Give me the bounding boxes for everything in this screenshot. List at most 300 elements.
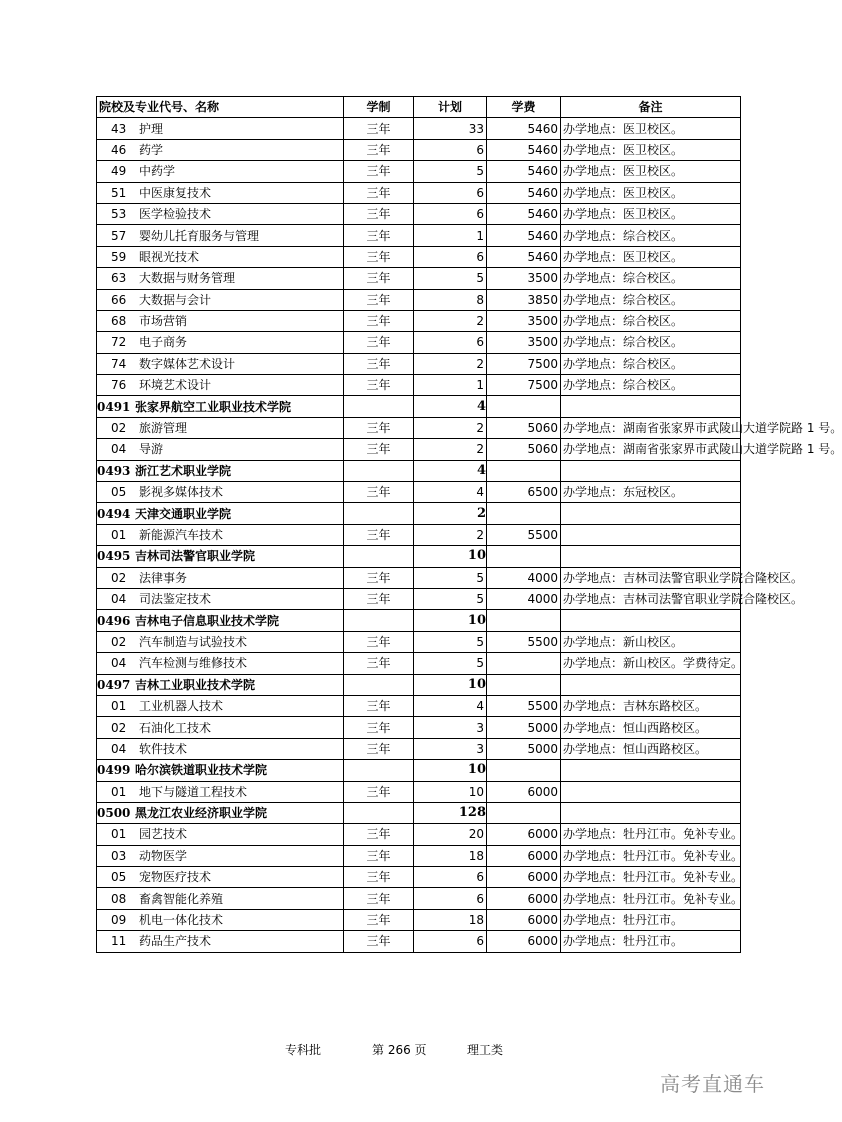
major-name-cell <box>97 567 344 588</box>
major-fee: 5460 <box>487 225 561 246</box>
major-duration: 三年 <box>344 118 414 139</box>
school-name-cell <box>97 674 344 695</box>
major-duration: 三年 <box>344 310 414 331</box>
major-fee: 4000 <box>487 588 561 609</box>
header-name: 院校及专业代号、名称 <box>97 97 344 118</box>
major-code: 01 <box>111 699 127 714</box>
school-name: 张家界航空工业职业技术学院 <box>135 399 292 414</box>
major-plan: 1 <box>414 225 487 246</box>
major-note: 办学地点：牡丹江市。 <box>561 909 741 930</box>
school-row <box>97 610 741 631</box>
major-plan: 5 <box>414 653 487 674</box>
school-row <box>97 674 741 695</box>
school-fee-cell <box>487 610 561 631</box>
major-name: 司法鉴定技术 <box>139 592 212 607</box>
major-name: 市场营销 <box>139 314 188 329</box>
major-name: 宠物医疗技术 <box>139 870 212 885</box>
table-row <box>97 139 741 160</box>
school-name: 黑龙江农业经济职业学院 <box>135 806 268 821</box>
major-note: 办学地点：湖南省张家界市武陵山大道学院路 1 号。 <box>561 439 741 460</box>
major-fee: 6000 <box>487 845 561 866</box>
major-name-cell <box>97 824 344 845</box>
major-plan: 6 <box>414 246 487 267</box>
table-row <box>97 888 741 909</box>
school-code: 0494 <box>97 506 131 521</box>
major-name: 中药学 <box>139 164 176 179</box>
major-duration: 三年 <box>344 931 414 952</box>
major-name-cell <box>97 225 344 246</box>
major-plan: 5 <box>414 588 487 609</box>
major-code: 72 <box>111 335 127 350</box>
table-row <box>97 738 741 759</box>
major-name: 工业机器人技术 <box>139 699 224 714</box>
major-name: 大数据与会计 <box>139 292 212 307</box>
header-fee: 学费 <box>487 97 561 118</box>
major-note: 办学地点：综合校区。 <box>561 353 741 374</box>
major-note <box>561 781 741 802</box>
major-duration: 三年 <box>344 268 414 289</box>
major-code: 43 <box>111 121 127 136</box>
major-name: 石油化工技术 <box>139 720 212 735</box>
major-name-cell <box>97 588 344 609</box>
major-code: 66 <box>111 292 127 307</box>
school-plan: 4 <box>414 396 487 417</box>
table-row <box>97 417 741 438</box>
major-name-cell <box>97 268 344 289</box>
major-duration: 三年 <box>344 524 414 545</box>
table-row <box>97 439 741 460</box>
major-note <box>561 524 741 545</box>
table-row <box>97 781 741 802</box>
school-fee-cell <box>487 396 561 417</box>
major-duration: 三年 <box>344 824 414 845</box>
major-plan: 2 <box>414 439 487 460</box>
major-plan: 6 <box>414 888 487 909</box>
major-note: 办学地点：吉林司法警官职业学院合隆校区。 <box>561 588 741 609</box>
major-duration: 三年 <box>344 182 414 203</box>
table-row <box>97 246 741 267</box>
major-note: 办学地点：医卫校区。 <box>561 182 741 203</box>
major-code: 04 <box>111 592 127 607</box>
school-row <box>97 802 741 823</box>
major-plan: 2 <box>414 353 487 374</box>
major-fee: 6000 <box>487 781 561 802</box>
major-fee: 6000 <box>487 931 561 952</box>
school-duration-cell <box>344 546 414 567</box>
major-duration: 三年 <box>344 482 414 503</box>
major-code: 02 <box>111 570 127 585</box>
school-fee-cell <box>487 760 561 781</box>
major-name: 汽车制造与试验技术 <box>139 634 248 649</box>
major-name-cell <box>97 524 344 545</box>
major-name-cell <box>97 909 344 930</box>
major-name: 护理 <box>139 121 164 136</box>
major-name-cell <box>97 332 344 353</box>
major-code: 11 <box>111 934 127 949</box>
major-code: 57 <box>111 228 127 243</box>
table-row <box>97 375 741 396</box>
table-row <box>97 524 741 545</box>
school-name: 吉林电子信息职业技术学院 <box>135 613 280 628</box>
header-plan: 计划 <box>414 97 487 118</box>
major-code: 04 <box>111 656 127 671</box>
major-note: 办学地点：东冠校区。 <box>561 482 741 503</box>
major-code: 53 <box>111 207 127 222</box>
school-note-cell <box>561 674 741 695</box>
major-fee: 5460 <box>487 118 561 139</box>
major-name: 新能源汽车技术 <box>139 528 224 542</box>
table-row <box>97 268 741 289</box>
school-name-cell <box>97 760 344 781</box>
major-name-cell <box>97 139 344 160</box>
major-plan: 6 <box>414 139 487 160</box>
school-plan: 4 <box>414 460 487 481</box>
school-code: 0493 <box>97 463 131 478</box>
major-plan: 10 <box>414 781 487 802</box>
table-row <box>97 845 741 866</box>
footer-batch: 专科批 <box>285 1043 322 1057</box>
major-name: 动物医学 <box>139 848 188 863</box>
major-fee: 5060 <box>487 417 561 438</box>
major-plan: 6 <box>414 867 487 888</box>
major-fee: 6000 <box>487 888 561 909</box>
major-name-cell <box>97 867 344 888</box>
major-name: 药品生产技术 <box>139 934 212 949</box>
major-code: 09 <box>111 913 127 928</box>
table-body <box>97 118 842 952</box>
school-name: 天津交通职业学院 <box>135 506 232 521</box>
major-name-cell <box>97 375 344 396</box>
footer-page-number: 第 266 页 <box>372 1043 427 1057</box>
major-fee: 5500 <box>487 524 561 545</box>
major-name-cell <box>97 417 344 438</box>
major-fee: 7500 <box>487 375 561 396</box>
major-duration: 三年 <box>344 246 414 267</box>
major-fee: 5460 <box>487 246 561 267</box>
school-note-cell <box>561 802 741 823</box>
watermark-text: 高考直通车 <box>660 1072 765 1096</box>
table-row <box>97 717 741 738</box>
major-fee: 5460 <box>487 203 561 224</box>
header-duration: 学制 <box>344 97 414 118</box>
major-duration: 三年 <box>344 161 414 182</box>
major-name-cell <box>97 888 344 909</box>
major-name: 导游 <box>139 442 164 457</box>
major-plan: 3 <box>414 717 487 738</box>
major-name: 地下与隧道工程技术 <box>139 784 248 799</box>
major-fee: 5500 <box>487 695 561 716</box>
school-name: 吉林司法警官职业学院 <box>135 549 256 564</box>
table-row <box>97 931 741 952</box>
school-note-cell <box>561 760 741 781</box>
major-fee: 5500 <box>487 631 561 652</box>
major-plan: 6 <box>414 332 487 353</box>
major-name-cell <box>97 439 344 460</box>
major-duration: 三年 <box>344 139 414 160</box>
school-duration-cell <box>344 460 414 481</box>
major-plan: 2 <box>414 417 487 438</box>
major-code: 49 <box>111 164 127 179</box>
school-name-cell <box>97 802 344 823</box>
major-plan: 2 <box>414 524 487 545</box>
major-code: 02 <box>111 421 127 436</box>
major-name: 电子商务 <box>139 335 188 350</box>
major-name: 环境艺术设计 <box>139 378 212 393</box>
major-plan: 4 <box>414 695 487 716</box>
major-note: 办学地点：综合校区。 <box>561 375 741 396</box>
school-name-cell <box>97 546 344 567</box>
major-duration: 三年 <box>344 867 414 888</box>
major-name-cell <box>97 203 344 224</box>
major-note: 办学地点：医卫校区。 <box>561 139 741 160</box>
school-row <box>97 396 741 417</box>
major-note: 办学地点：综合校区。 <box>561 268 741 289</box>
major-note: 办学地点：医卫校区。 <box>561 203 741 224</box>
major-fee <box>487 653 561 674</box>
major-code: 51 <box>111 185 127 200</box>
major-code: 04 <box>111 442 127 457</box>
major-name-cell <box>97 717 344 738</box>
major-name: 影视多媒体技术 <box>139 485 224 500</box>
major-plan: 8 <box>414 289 487 310</box>
major-plan: 18 <box>414 909 487 930</box>
major-duration: 三年 <box>344 845 414 866</box>
major-name-cell <box>97 931 344 952</box>
major-code: 04 <box>111 741 127 756</box>
school-name-cell <box>97 610 344 631</box>
school-fee-cell <box>487 546 561 567</box>
major-duration: 三年 <box>344 439 414 460</box>
major-plan: 20 <box>414 824 487 845</box>
school-row <box>97 546 741 567</box>
school-plan: 10 <box>414 610 487 631</box>
major-code: 01 <box>111 528 127 542</box>
major-name: 汽车检测与维修技术 <box>139 656 248 671</box>
major-note: 办学地点：医卫校区。 <box>561 161 741 182</box>
major-duration: 三年 <box>344 353 414 374</box>
major-name: 软件技术 <box>139 741 188 756</box>
major-code: 03 <box>111 848 127 863</box>
school-plan: 10 <box>414 674 487 695</box>
major-name: 医学检验技术 <box>139 207 212 222</box>
school-note-cell <box>561 396 741 417</box>
school-note-cell <box>561 610 741 631</box>
school-note-cell <box>561 460 741 481</box>
major-note: 办学地点：吉林东路校区。 <box>561 695 741 716</box>
major-name-cell <box>97 781 344 802</box>
admission-plan-table <box>96 96 842 953</box>
major-duration: 三年 <box>344 781 414 802</box>
major-duration: 三年 <box>344 417 414 438</box>
major-name: 大数据与财务管理 <box>139 271 236 286</box>
major-duration: 三年 <box>344 717 414 738</box>
school-plan: 2 <box>414 503 487 524</box>
major-code: 76 <box>111 378 127 393</box>
school-note-cell <box>561 503 741 524</box>
school-code: 0500 <box>97 806 131 821</box>
table-row <box>97 289 741 310</box>
major-code: 01 <box>111 784 127 799</box>
footer-category: 理工类 <box>467 1043 504 1057</box>
major-name: 法律事务 <box>139 570 188 585</box>
major-note: 办学地点：综合校区。 <box>561 289 741 310</box>
major-plan: 6 <box>414 203 487 224</box>
major-note: 办学地点：恒山西路校区。 <box>561 717 741 738</box>
major-name: 药学 <box>139 142 164 157</box>
major-code: 74 <box>111 356 127 371</box>
major-duration: 三年 <box>344 888 414 909</box>
major-fee: 6500 <box>487 482 561 503</box>
major-name-cell <box>97 845 344 866</box>
major-code: 02 <box>111 634 127 649</box>
major-note: 办学地点：恒山西路校区。 <box>561 738 741 759</box>
major-name: 中医康复技术 <box>139 185 212 200</box>
major-duration: 三年 <box>344 225 414 246</box>
major-name-cell <box>97 738 344 759</box>
school-code: 0491 <box>97 399 131 414</box>
major-fee: 5460 <box>487 161 561 182</box>
school-name: 哈尔滨铁道职业技术学院 <box>135 763 268 778</box>
major-note: 办学地点：综合校区。 <box>561 310 741 331</box>
major-fee: 5060 <box>487 439 561 460</box>
table-row <box>97 824 741 845</box>
major-code: 08 <box>111 891 127 906</box>
header-note: 备注 <box>561 97 741 118</box>
table-header-row <box>97 97 741 118</box>
table-row <box>97 118 741 139</box>
major-fee: 6000 <box>487 867 561 888</box>
major-name-cell <box>97 653 344 674</box>
major-duration: 三年 <box>344 588 414 609</box>
major-name: 旅游管理 <box>139 421 188 436</box>
table-row <box>97 310 741 331</box>
school-plan: 10 <box>414 546 487 567</box>
major-code: 01 <box>111 827 127 842</box>
major-duration: 三年 <box>344 909 414 930</box>
school-row <box>97 760 741 781</box>
major-duration: 三年 <box>344 203 414 224</box>
school-code: 0497 <box>97 677 131 692</box>
major-duration: 三年 <box>344 738 414 759</box>
major-fee: 3500 <box>487 310 561 331</box>
school-code: 0496 <box>97 613 131 628</box>
major-name-cell <box>97 695 344 716</box>
major-fee: 7500 <box>487 353 561 374</box>
major-fee: 3850 <box>487 289 561 310</box>
major-code: 05 <box>111 870 127 885</box>
major-fee: 6000 <box>487 909 561 930</box>
major-plan: 5 <box>414 631 487 652</box>
table-row <box>97 909 741 930</box>
major-code: 05 <box>111 485 127 500</box>
major-duration: 三年 <box>344 289 414 310</box>
major-fee: 4000 <box>487 567 561 588</box>
major-plan: 2 <box>414 310 487 331</box>
school-duration-cell <box>344 802 414 823</box>
major-duration: 三年 <box>344 332 414 353</box>
major-code: 46 <box>111 142 127 157</box>
table-row <box>97 203 741 224</box>
major-plan: 6 <box>414 931 487 952</box>
school-fee-cell <box>487 503 561 524</box>
school-duration-cell <box>344 396 414 417</box>
major-name: 机电一体化技术 <box>139 913 224 928</box>
major-name: 畜禽智能化养殖 <box>139 891 224 906</box>
major-fee: 5000 <box>487 717 561 738</box>
major-plan: 1 <box>414 375 487 396</box>
school-row <box>97 503 741 524</box>
school-note-cell <box>561 546 741 567</box>
major-note: 办学地点：吉林司法警官职业学院合隆校区。 <box>561 567 741 588</box>
school-row <box>97 460 741 481</box>
school-duration-cell <box>344 503 414 524</box>
major-note: 办学地点：医卫校区。 <box>561 118 741 139</box>
major-plan: 5 <box>414 268 487 289</box>
table-row <box>97 695 741 716</box>
school-duration-cell <box>344 674 414 695</box>
major-name: 数字媒体艺术设计 <box>139 356 236 371</box>
major-name-cell <box>97 631 344 652</box>
table-row <box>97 588 741 609</box>
major-name-cell <box>97 353 344 374</box>
school-fee-cell <box>487 802 561 823</box>
school-fee-cell <box>487 460 561 481</box>
major-plan: 4 <box>414 482 487 503</box>
table-row <box>97 332 741 353</box>
major-duration: 三年 <box>344 375 414 396</box>
school-duration-cell <box>344 610 414 631</box>
school-duration-cell <box>344 760 414 781</box>
major-note: 办学地点：综合校区。 <box>561 332 741 353</box>
table-row <box>97 225 741 246</box>
school-name-cell <box>97 460 344 481</box>
major-fee: 5460 <box>487 182 561 203</box>
school-code: 0499 <box>97 763 131 778</box>
major-note: 办学地点：综合校区。 <box>561 225 741 246</box>
school-plan: 128 <box>414 802 487 823</box>
school-name: 吉林工业职业技术学院 <box>135 677 256 692</box>
major-code: 59 <box>111 249 127 264</box>
table-row <box>97 482 741 503</box>
major-name-cell <box>97 246 344 267</box>
table-row <box>97 867 741 888</box>
major-plan: 5 <box>414 567 487 588</box>
major-note: 办学地点：牡丹江市。免补专业。 <box>561 888 741 909</box>
major-name-cell <box>97 310 344 331</box>
school-name: 浙江艺术职业学院 <box>135 463 232 478</box>
school-fee-cell <box>487 674 561 695</box>
major-fee: 3500 <box>487 332 561 353</box>
school-plan: 10 <box>414 760 487 781</box>
major-duration: 三年 <box>344 567 414 588</box>
major-fee: 6000 <box>487 824 561 845</box>
table-row <box>97 353 741 374</box>
school-name-cell <box>97 503 344 524</box>
major-name-cell <box>97 482 344 503</box>
table-row <box>97 567 741 588</box>
major-name: 婴幼儿托育服务与管理 <box>139 228 260 243</box>
major-duration: 三年 <box>344 695 414 716</box>
major-fee: 3500 <box>487 268 561 289</box>
table-row <box>97 653 741 674</box>
major-name-cell <box>97 289 344 310</box>
major-duration: 三年 <box>344 653 414 674</box>
major-name-cell <box>97 182 344 203</box>
table-row <box>97 631 741 652</box>
table-row <box>97 182 741 203</box>
major-plan: 5 <box>414 161 487 182</box>
major-note: 办学地点：牡丹江市。免补专业。 <box>561 845 741 866</box>
